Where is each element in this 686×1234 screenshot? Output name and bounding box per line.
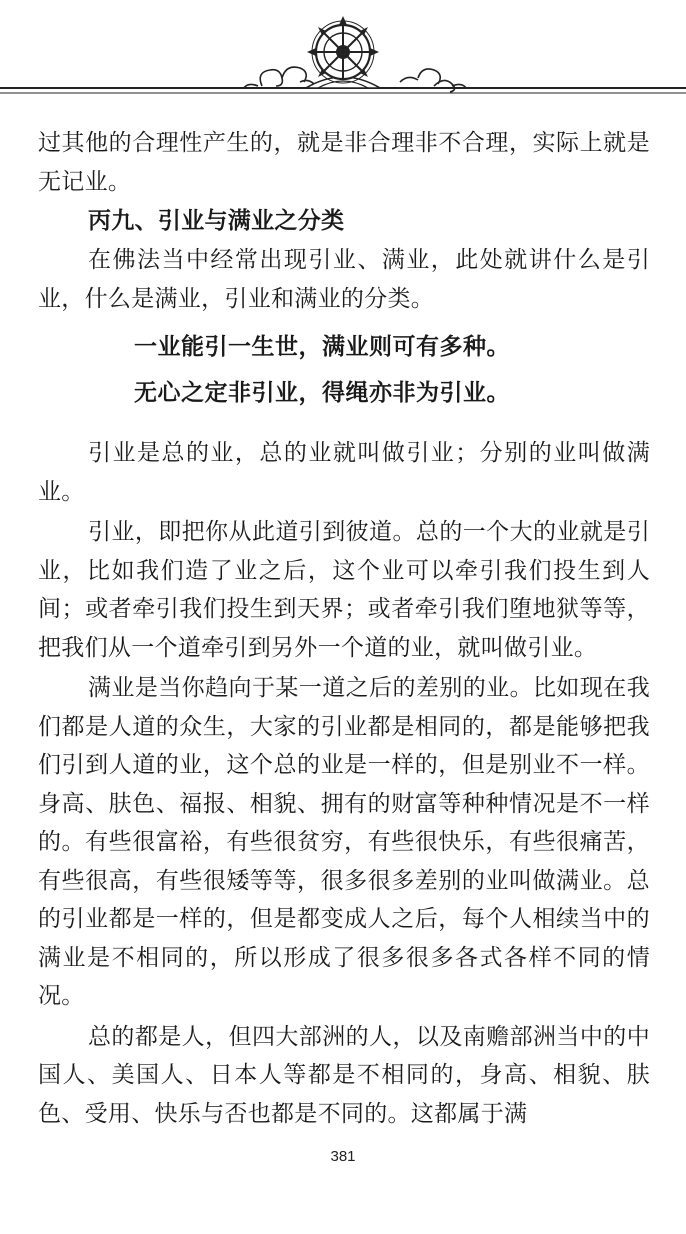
paragraph: 引业是总的业，总的业就叫做引业；分别的业叫做满业。 — [38, 440, 650, 505]
paragraph: 引业，即把你从此道引到彼道。总的一个大的业就是引业，比如我们造了业之后，这个业可以牵引我们投生到人间；或者牵引我们投生到天界；或者牵引我们堕地狱等等，把我们从一个道牵引到另外一个道的业，就叫做引业。 — [38, 519, 650, 661]
paragraph: 满业是当你趋向于某一道之后的差别的业。比如现在我们都是人道的众生，大家的引业都是相同的，都是能够把我们引到人道的业，这个总的业是一样的，但是别业不一样。身高、肤色、福报、相貌、拥有的财富等种种情况是不一样的。有些很富裕，有些很贫穷，有些很快乐，有些很痛苦，有些很高，有些很矮等等，很多很多差别的业叫做满业。总的引业都是一样的，但是都变成人之后，每个人相续当中的满业是不相同的，所以形成了很多很多各式各样不同的情况。 — [38, 675, 650, 1009]
paragraph-intro: 在佛法当中经常出现引业、满业，此处就讲什么是引业，什么是满业，引业和满业的分类。 — [38, 247, 650, 312]
verse-line: 无心之定非引业，得绳亦非为引业。 — [134, 380, 510, 406]
section-heading: 丙九、引业与满业之分类 — [88, 207, 345, 234]
page-header-ornament — [0, 0, 686, 110]
paragraph-continued: 过其他的合理性产生的，就是非合理非不合理，实际上就是无记业。 — [38, 130, 650, 195]
dharma-wheel-icon — [0, 0, 686, 110]
verse — [38, 324, 650, 416]
verse-line: 一业能引一生世，满业则可有多种。 — [134, 334, 510, 360]
paragraph: 总的都是人，但四大部洲的人，以及南赡部洲当中的中国人、美国人、日本人等都是不相同的，身高、相貌、肤色、受用、快乐与否也都是不同的。这都属于满 — [38, 1023, 650, 1127]
page-body — [38, 124, 650, 1133]
page-number: 381 — [330, 1148, 356, 1165]
